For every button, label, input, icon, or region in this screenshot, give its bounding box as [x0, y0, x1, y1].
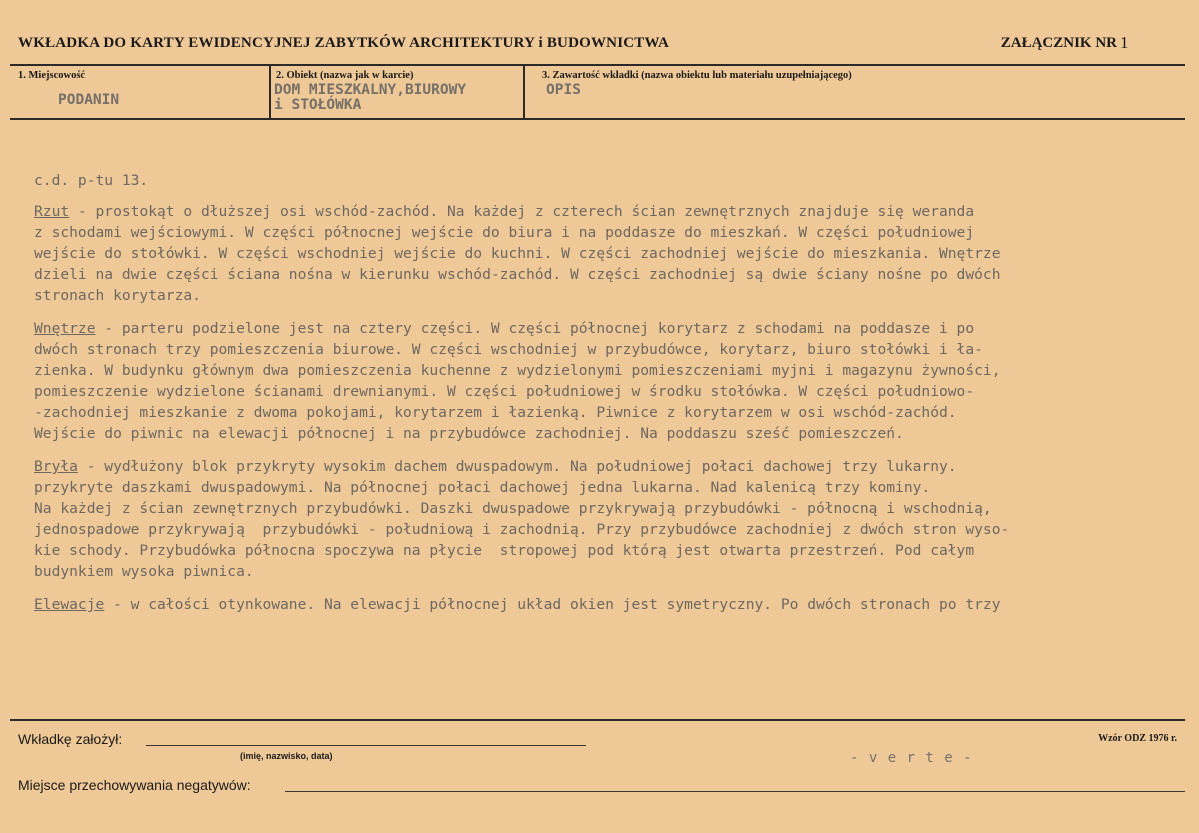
field-object-label: 2. Obiekt (nazwa jak w karcie)	[276, 70, 414, 81]
description-body	[34, 170, 1194, 627]
text-line: budynkiem wysoka piwnica.	[34, 563, 254, 580]
footer-top-rule	[10, 719, 1185, 721]
text-line: z schodami wejściowymi. W części północnej wejście do biura i na poddasze do mieszkań. W części południowej	[34, 224, 975, 241]
continuation-note: c.d. p-tu 13.	[34, 172, 149, 189]
paragraph-rzut	[34, 201, 1194, 306]
text-line: kie schody. Przybudówka północna spoczywa na płycie stropowej pod którą jest otwarta przestrzeń. Pod całym	[34, 542, 975, 559]
text-line: przykryte daszkami dwuspadowymi. Na północnej połaci dachowej jedna lukarna. Nad kalenicą trzy kominy.	[34, 479, 931, 496]
text-line: pomieszczenie wydzielone ścianami drewnianymi. W części południowej w środku stołówka. W części południowo-	[34, 383, 975, 400]
verte-note: - v e r t e -	[850, 750, 973, 766]
paragraph-elewacje	[34, 594, 1194, 615]
field-object-value: DOM MIESZKALNY,BIUROWY i STOŁÓWKA	[274, 82, 467, 113]
storage-line	[285, 791, 1185, 792]
text-line: zienka. W budynku głównym dwa pomieszczenia kuchenne z wydzielonymi pomieszczeniami myjni i magazynu żywności,	[34, 362, 1001, 379]
filled-by-line	[146, 745, 586, 746]
field-object	[270, 67, 522, 118]
text-line: Wejście do piwnic na elewacji północnej i na przybudówce zachodniej. Na poddaszu sześć pomieszczeń.	[34, 425, 904, 442]
filled-by-hint: (imię, nazwisko, data)	[240, 751, 333, 761]
form-header-title: WKŁADKA DO KARTY EWIDENCYJNEJ ZABYTKÓW ARCHITEKTURY i BUDOWNICTWA	[18, 35, 670, 51]
filled-by-label: Wkładkę założył:	[18, 731, 123, 747]
field-content	[524, 67, 1184, 118]
paragraph-wnetrze	[34, 318, 1194, 444]
field-place	[12, 67, 268, 118]
annex-label: ZAŁĄCZNIK NR	[1000, 35, 1117, 51]
text-line: jednospadowe przykrywają przybudówki - południową i zachodnią. Przy przybudówce zachodniej z dwóch stron wyso-	[34, 521, 1010, 538]
term-elewacje: Elewacje	[34, 596, 105, 613]
text-line: dwóch stronach trzy pomieszczenia biurowe. W części wschodniej w przybudówce, korytarz, biuro stołówki i ła-	[34, 341, 983, 358]
form-reference: Wzór ODZ 1976 r.	[1098, 733, 1177, 744]
header-bottom-rule	[10, 118, 1185, 120]
field-content-value: OPIS	[546, 82, 581, 98]
paragraph-bryla	[34, 456, 1194, 582]
text-line: Na każdej z ścian zewnętrznych przybudówki. Daszki dwuspadowe przykrywają przybudówki - północną i wschodnią,	[34, 500, 992, 517]
field-place-label: 1. Miejscowość	[18, 70, 86, 81]
text-line: - prostokąt o dłuższej osi wschód-zachód. Na każdej z czterech ścian zewnętrznych znajduje się weranda	[69, 203, 975, 220]
text-line: - parteru podzielone jest na cztery części. W części północnej korytarz z schodami na poddasze i po	[95, 320, 975, 337]
header-top-rule	[10, 64, 1185, 66]
term-rzut: Rzut	[34, 203, 70, 220]
text-line: stronach korytarza.	[34, 287, 201, 304]
text-line: dzieli na dwie części ściana nośna w kierunku wschód-zachód. W części zachodniej są dwie ściany nośne po dwóch	[34, 266, 1001, 283]
text-line: - w całości otynkowane. Na elewacji północnej układ okien jest symetryczny. Po dwóch stronach po trzy	[104, 596, 1001, 613]
storage-label: Miejsce przechowywania negatywów:	[18, 777, 251, 793]
text-line: -zachodniej mieszkanie z dwoma pokojami, korytarzem i łazienką. Piwnice z korytarzem w osi wschód-zachód.	[34, 404, 957, 421]
field-place-value: PODANIN	[58, 92, 120, 108]
text-line: - wydłużony blok przykryty wysokim dachem dwuspadowym. Na południowej połaci dachowej trzy lukarny.	[77, 458, 957, 475]
annex-number: 1	[1120, 33, 1129, 52]
text-line: wejście do stołówki. W części wschodniej wejście do kuchni. W części zachodniej wejście do mieszkania. Wnętrze	[34, 245, 1001, 262]
term-wnetrze: Wnętrze	[34, 320, 96, 337]
field-content-label: 3. Zawartość wkładki (nazwa obiektu lub materiału uzupełniającego)	[542, 70, 852, 81]
term-bryla: Bryła	[34, 458, 78, 475]
